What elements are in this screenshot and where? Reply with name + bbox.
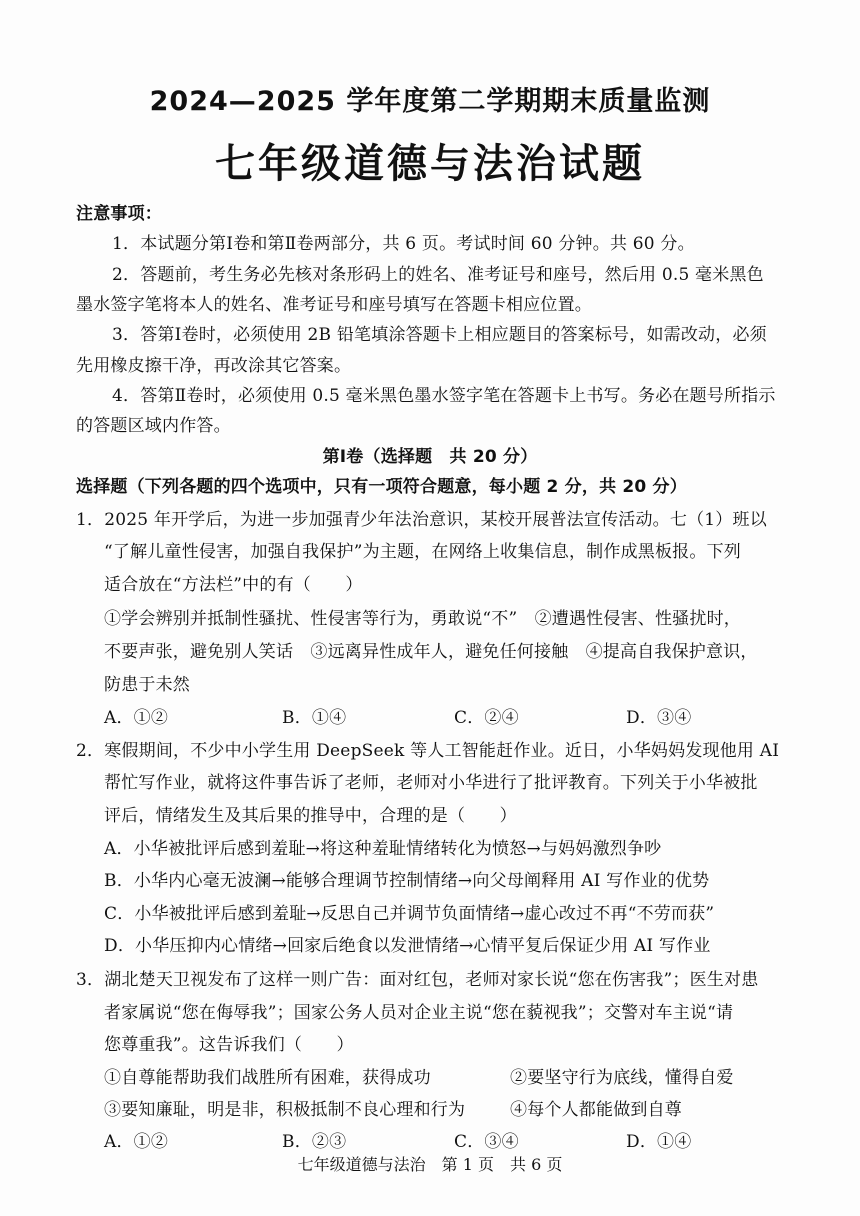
question-3-option-b: B．②③ (282, 1132, 347, 1152)
question-1-stem: 适合放在“方法栏”中的有（ ） (104, 575, 363, 595)
question-3-stem: 者家属说“您在侮辱我”；国家公务人员对企业主说“您在藐视我”；交警对车主说“请 (104, 1003, 734, 1023)
question-1-option-d: D．③④ (626, 708, 692, 728)
notice-heading: 注意事项： (76, 204, 162, 224)
question-1-statement: ①学会辨别并抵制性骚扰、性侵害等行为，勇敢说“不” ②遭遇性侵害、性骚扰时， (104, 609, 741, 629)
notice-line: 2．答题前，考生务必先核对条形码上的姓名、准考证号和座号，然后用 0.5 毫米黑色 (112, 265, 764, 285)
question-1-stem: “了解儿童性侵害，加强自我保护”为主题，在网络上收集信息，制作成黑板报。下列 (104, 542, 741, 562)
question-3-statement: ④每个人都能做到自尊 (510, 1100, 682, 1120)
question-2-stem: 评后，情绪发生及其后果的推导中，合理的是（ ） (104, 806, 517, 826)
notice-line: 的答题区域内作答。 (76, 416, 231, 436)
question-3-statement: ②要坚守行为底线，懂得自爱 (510, 1068, 734, 1088)
question-3-option-a: A．①② (104, 1132, 169, 1152)
notice-line: 1．本试题分第Ⅰ卷和第Ⅱ卷两部分，共 6 页。考试时间 60 分钟。共 60 分。 (112, 234, 695, 254)
question-3-statement: ①自尊能帮助我们战胜所有困难，获得成功 (104, 1068, 431, 1088)
question-1-option-b: B．①④ (282, 708, 347, 728)
question-2-stem: 帮忙写作业，就将这件事告诉了老师，老师对小华进行了批评教育。下列关于小华被批 (104, 773, 758, 793)
question-2-option-b: B．小华内心毫无波澜→能够合理调节控制情绪→向父母阐释用 AI 写作业的优势 (104, 871, 710, 891)
exam-term-title: 2024—2025 学年度第二学期期末质量监测 (149, 86, 711, 117)
question-3-stem: 3．湖北楚天卫视发布了这样一则广告：面对红包，老师对家长说“您在伤害我”；医生对患 (76, 970, 759, 990)
question-2-stem: 2．寒假期间，不少中小学生用 DeepSeek 等人工智能赶作业。近日，小华妈妈发现他用 AI (76, 741, 780, 761)
question-2-option-d: D．小华压抑内心情绪→回家后绝食以发泄情绪→心情平复后保证少用 AI 写作业 (104, 936, 711, 956)
question-1-stem: 1．2025 年开学后，为进一步加强青少年法治意识，某校开展普法宣传活动。七（1）班以 (76, 510, 767, 530)
notice-line: 墨水签字笔将本人的姓名、准考证号和座号填写在答题卡相应位置。 (76, 295, 592, 315)
section-instruction: 选择题（下列各题的四个选项中，只有一项符合题意，每小题 2 分，共 20 分） (76, 477, 687, 497)
notice-line: 4．答第Ⅱ卷时，必须使用 0.5 毫米黑色墨水签字笔在答题卡上书写。务必在题号所指示 (112, 386, 776, 406)
question-2-option-a: A．小华被批评后感到羞耻→将这种羞耻情绪转化为愤怒→与妈妈激烈争吵 (104, 839, 662, 859)
question-3-statement: ③要知廉耻，明是非，积极抵制不良心理和行为 (104, 1100, 466, 1120)
question-1-option-c: C．②④ (454, 708, 519, 728)
notice-line: 先用橡皮擦干净，再改涂其它答案。 (76, 356, 352, 376)
question-1-statement: 防患于未然 (104, 675, 190, 695)
question-3-option-d: D．①④ (626, 1132, 692, 1152)
exam-subject-title: 七年级道德与法治试题 (215, 141, 645, 187)
notice-line: 3．答第Ⅰ卷时，必须使用 2B 铅笔填涂答题卡上相应题目的答案标号，如需改动，必须 (112, 325, 767, 345)
question-1-option-a: A．①② (104, 708, 169, 728)
question-1-statement: 不要声张，避免别人笑话 ③远离异性成年人，避免任何接触 ④提高自我保护意识， (104, 642, 758, 662)
question-2-option-c: C．小华被批评后感到羞耻→反思自己并调节负面情绪→虚心改过不再“不劳而获” (104, 904, 715, 924)
question-3-option-c: C．③④ (454, 1132, 519, 1152)
section-title: 第Ⅰ卷（选择题 共 20 分） (322, 447, 538, 467)
question-3-stem: 您尊重我”。这告诉我们（ ） (104, 1035, 354, 1055)
page-footer: 七年级道德与法治 第 1 页 共 6 页 (297, 1155, 563, 1174)
